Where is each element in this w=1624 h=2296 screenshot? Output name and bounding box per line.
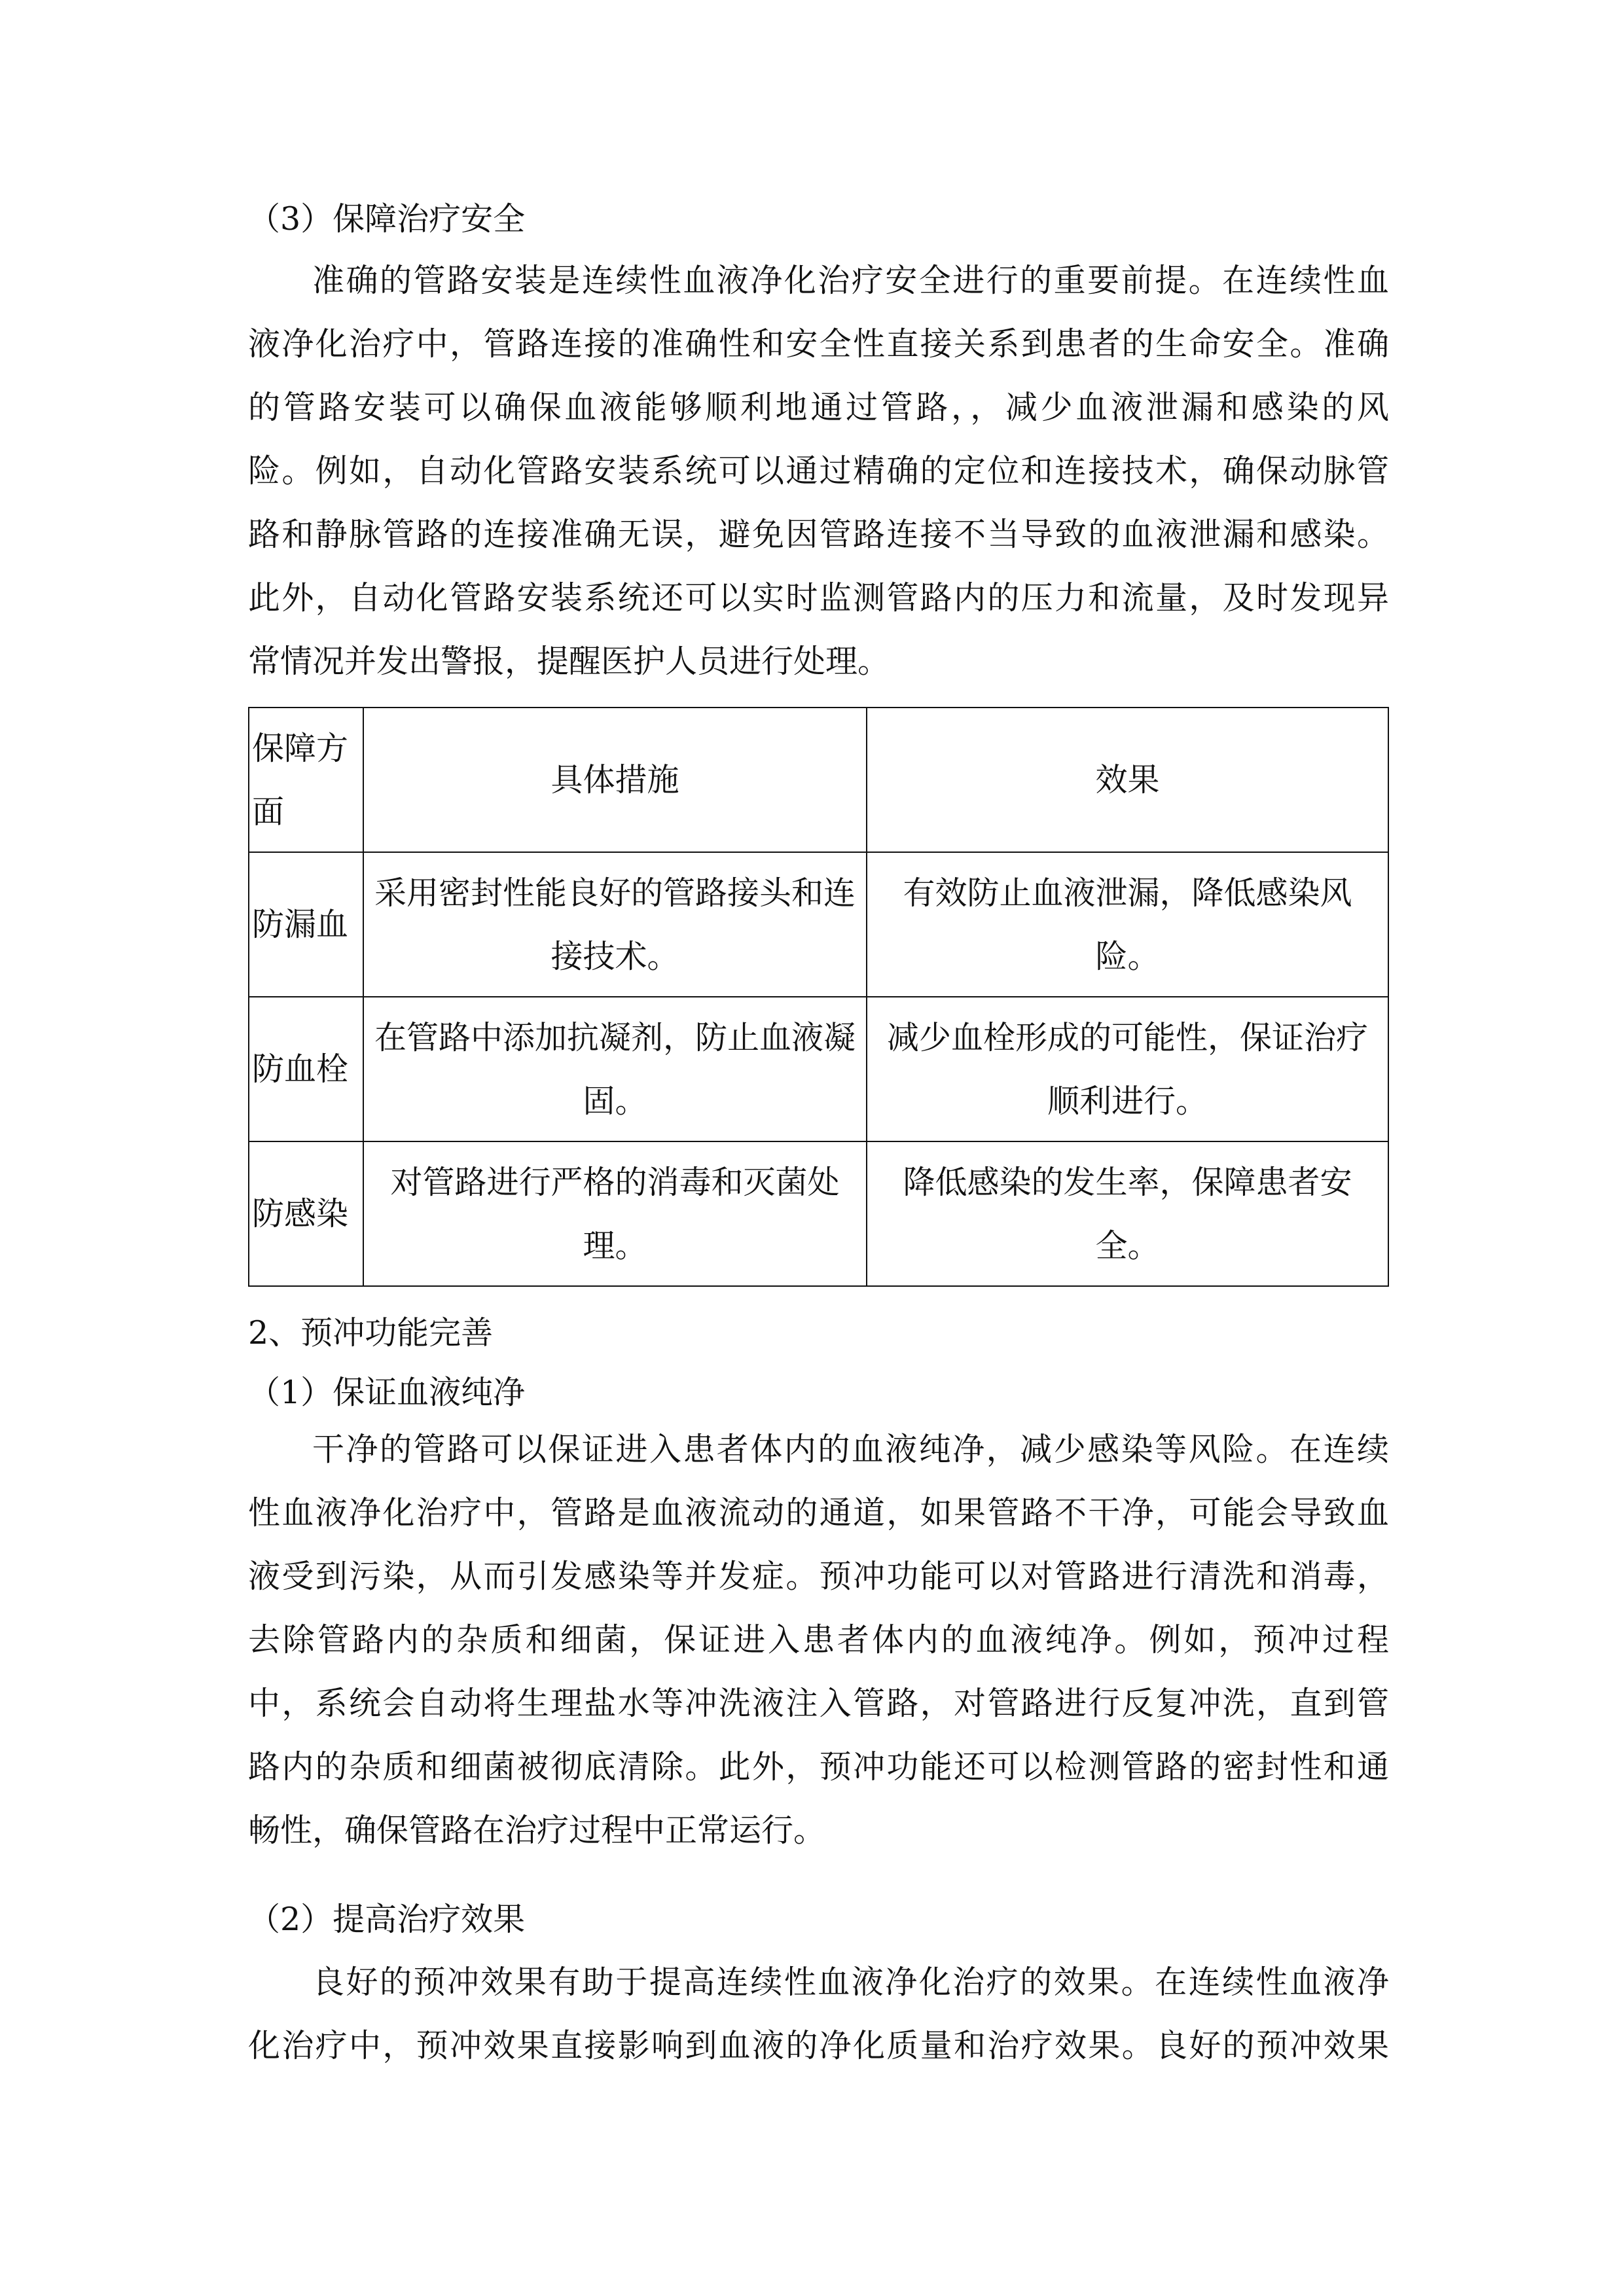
paragraph-line: 路和静脉管路的连接准确无误，避免因管路连接不当导致的血液泄漏和感染。 xyxy=(248,516,1389,553)
paragraph-line: 畅性，确保管路在治疗过程中正常运行。 xyxy=(248,1812,826,1849)
paragraph-line: 液受到污染，从而引发感染等并发症。预冲功能可以对管路进行清洗和消毒， xyxy=(248,1558,1389,1595)
safety-measures-table xyxy=(248,707,1389,1287)
cell-text-line: 对管路进行严格的消毒和灭菌处 xyxy=(390,1163,840,1201)
subsection-heading-1 xyxy=(248,1361,1389,1424)
paragraph-treatment-safety xyxy=(248,249,1389,693)
table-header-cell xyxy=(249,708,363,852)
section-heading-3 xyxy=(248,187,1389,251)
cell-text-line: 具体措施 xyxy=(550,761,679,798)
table-row xyxy=(249,852,1388,997)
heading-text: 2、预冲功能完善 xyxy=(248,1314,494,1352)
table-cell xyxy=(867,1141,1388,1286)
table-cell xyxy=(363,852,867,997)
paragraph-line: 此外，自动化管路安装系统还可以实时监测管路内的压力和流量，及时发现异 xyxy=(248,579,1389,617)
paragraph-line: 中，系统会自动将生理盐水等冲洗液注入管路，对管路进行反复冲洗，直到管 xyxy=(248,1685,1389,1722)
heading-text: （2）提高治疗效果 xyxy=(248,1901,526,1938)
table-cell xyxy=(249,997,363,1141)
cell-text-line: 防血栓 xyxy=(252,1050,349,1088)
paragraph-line: 化治疗中，预冲效果直接影响到血液的净化质量和治疗效果。良好的预冲效果 xyxy=(248,2027,1389,2064)
table-cell xyxy=(363,1141,867,1286)
paragraph-treatment-effect xyxy=(248,1950,1389,2077)
paragraph-line: 的管路安装可以确保血液能够顺利地通过管路，，减少血液泄漏和感染的风 xyxy=(248,389,1389,426)
cell-text-line: 理。 xyxy=(583,1227,647,1265)
section-heading-2 xyxy=(248,1301,1389,1365)
cell-text-line: 面 xyxy=(252,793,285,831)
cell-text-line: 效果 xyxy=(1095,761,1160,798)
table-cell xyxy=(249,1141,363,1286)
cell-text-line: 采用密封性能良好的管路接头和连 xyxy=(374,874,856,912)
heading-text: （3）保障治疗安全 xyxy=(248,200,526,238)
table-row xyxy=(249,1141,1388,1286)
paragraph-line: 常情况并发出警报，提醒医护人员进行处理。 xyxy=(248,643,890,680)
paragraph-line: 准确的管路安装是连续性血液净化治疗安全进行的重要前提。在连续性血 xyxy=(312,262,1389,299)
paragraph-line: 干净的管路可以保证进入患者体内的血液纯净，减少感染等风险。在连续 xyxy=(312,1431,1389,1468)
paragraph-line: 去除管路内的杂质和细菌，保证进入患者体内的血液纯净。例如，预冲过程 xyxy=(248,1621,1389,1659)
table-cell xyxy=(249,852,363,997)
heading-text: （1）保证血液纯净 xyxy=(248,1374,526,1411)
cell-text-line: 固。 xyxy=(583,1082,647,1120)
cell-text-line: 防感染 xyxy=(252,1195,349,1232)
paragraph-line: 良好的预冲效果有助于提高连续性血液净化治疗的效果。在连续性血液净 xyxy=(312,1964,1389,2001)
table-row xyxy=(249,997,1388,1141)
table-header-cell xyxy=(363,708,867,852)
paragraph-line: 路内的杂质和细菌被彻底清除。此外，预冲功能还可以检测管路的密封性和通 xyxy=(248,1748,1389,1785)
table-header-cell xyxy=(867,708,1388,852)
paragraph-line: 液净化治疗中，管路连接的准确性和安全性直接关系到患者的生命安全。准确 xyxy=(248,325,1389,363)
cell-text-line: 降低感染的发生率，保障患者安 xyxy=(903,1163,1352,1201)
cell-text-line: 顺利进行。 xyxy=(1047,1082,1208,1120)
cell-text-line: 减少血栓形成的可能性，保证治疗 xyxy=(886,1018,1368,1056)
cell-text-line: 保障方 xyxy=(252,729,349,767)
paragraph-line: 险。例如，自动化管路安装系统可以通过精确的定位和连接技术，确保动脉管 xyxy=(248,452,1389,490)
paragraph-line: 性血液净化治疗中，管路是血液流动的通道，如果管路不干净，可能会导致血 xyxy=(248,1494,1389,1532)
table-cell xyxy=(867,852,1388,997)
cell-text-line: 险。 xyxy=(1095,937,1160,975)
table-header-row xyxy=(249,708,1388,852)
cell-text-line: 在管路中添加抗凝剂，防止血液凝 xyxy=(374,1018,856,1056)
table-cell xyxy=(363,997,867,1141)
subsection-heading-2 xyxy=(248,1888,1389,1951)
table-cell xyxy=(867,997,1388,1141)
cell-text-line: 接技术。 xyxy=(550,937,679,975)
cell-text-line: 有效防止血液泄漏，降低感染风 xyxy=(903,874,1352,912)
cell-text-line: 防漏血 xyxy=(252,906,349,943)
cell-text-line: 全。 xyxy=(1095,1227,1160,1265)
paragraph-blood-purity xyxy=(248,1418,1389,1862)
